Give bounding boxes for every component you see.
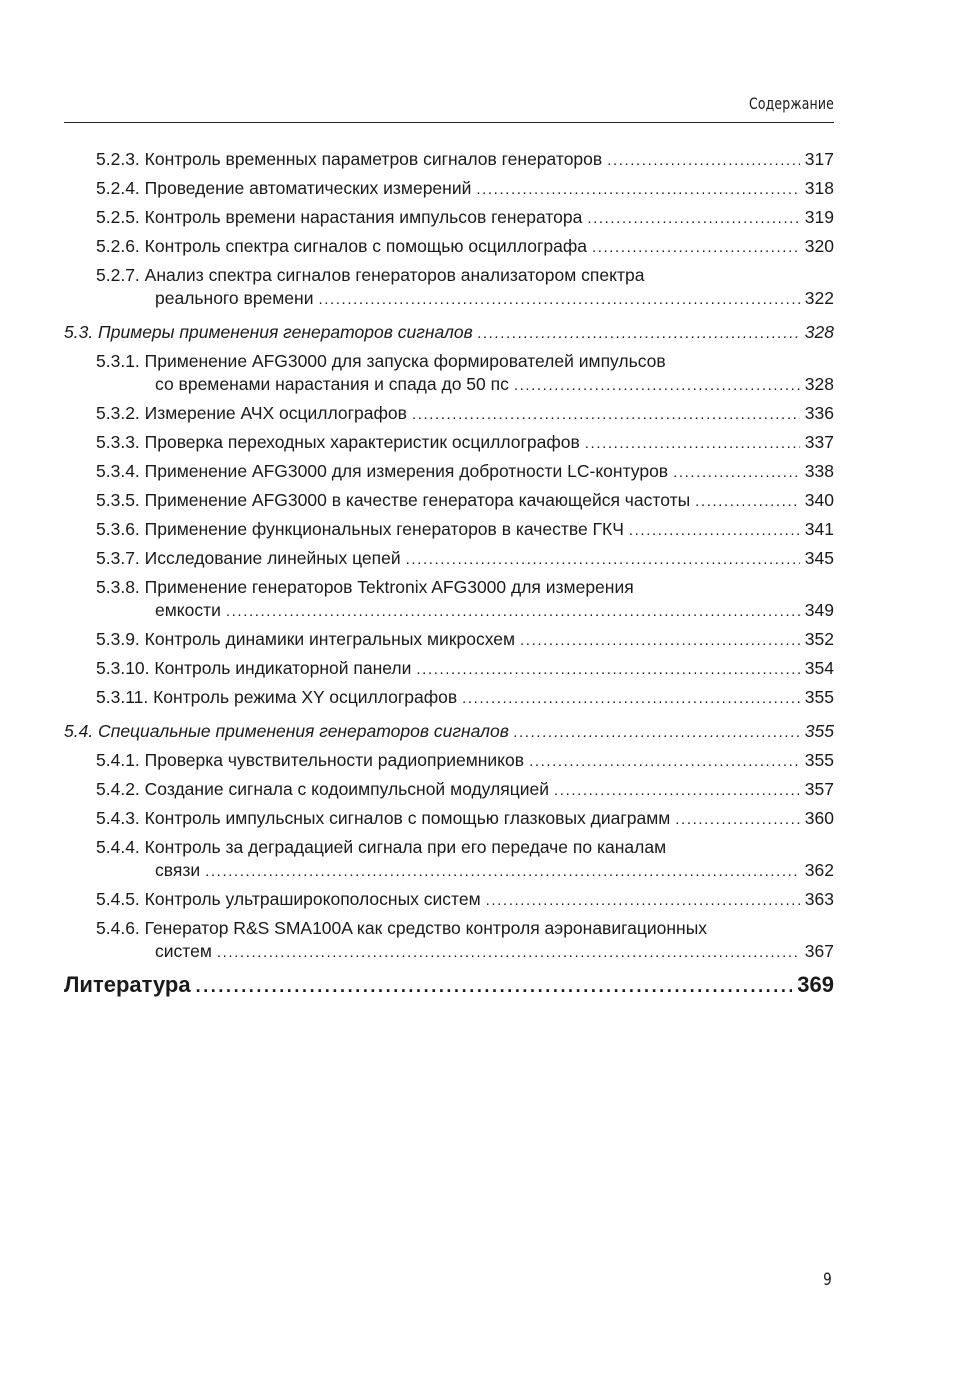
toc-page-number: 354 (804, 658, 834, 678)
toc-entry-title: 5.3.9. Контроль динамики интегральных микросхем (96, 629, 516, 649)
toc-entry-title: 5.3.4. Применение AFG3000 для измерения добротности LC-контуров (96, 461, 669, 481)
toc-subsection[interactable] (64, 657, 834, 681)
toc-page-number: 355 (804, 750, 834, 770)
toc-page-number: 355 (804, 687, 834, 707)
toc-subsection[interactable] (64, 686, 834, 710)
toc-subsection[interactable] (64, 177, 834, 201)
toc-entry-title: 5.4. Специальные применения генераторов сигналов (64, 721, 509, 741)
toc-entry-title: 5.3. Примеры применения генераторов сигналов (64, 322, 473, 342)
toc-subsection[interactable] (64, 807, 834, 831)
toc-entry-line (96, 859, 834, 883)
toc-subsection[interactable] (64, 431, 834, 455)
toc-entry-title: 5.3.2. Измерение АЧХ осциллографов (96, 403, 407, 423)
toc-subsection[interactable] (64, 576, 834, 623)
dot-leader (607, 149, 800, 172)
toc-page-number: 320 (804, 236, 834, 256)
dot-leader (554, 779, 800, 802)
dot-leader (217, 941, 800, 964)
toc-entry-title-line: 5.2.7. Анализ спектра сигналов генераторов анализатором спектра (96, 265, 645, 285)
dot-leader (226, 600, 800, 623)
dot-leader (412, 403, 800, 426)
toc-page-number: 328 (804, 374, 834, 394)
toc-entry-title: 5.4.2. Создание сигнала с кодоимпульсной модуляцией (96, 779, 550, 799)
dot-leader (675, 808, 800, 831)
dot-leader (478, 322, 800, 345)
toc-subsection[interactable] (64, 547, 834, 571)
toc-page-number: 362 (804, 860, 834, 880)
toc-page-number: 328 (804, 322, 834, 342)
toc-entry-line (96, 206, 834, 230)
toc-entry-title: 5.2.6. Контроль спектра сигналов с помощью осциллографа (96, 236, 587, 256)
toc-page-number: 355 (804, 721, 834, 741)
toc-subsection[interactable] (64, 460, 834, 484)
toc-subsection[interactable] (64, 148, 834, 172)
toc-entry-line (96, 402, 834, 426)
toc-subsection[interactable] (64, 206, 834, 230)
toc-entry-title: 5.4.5. Контроль ультраширокополосных систем (96, 889, 481, 909)
toc-entry-title: 5.2.3. Контроль временных параметров сигналов генераторов (96, 149, 603, 169)
toc-page-number: 322 (804, 288, 834, 308)
toc-entry-title-line: 5.4.4. Контроль за деградацией сигнала при его передаче по каналам (96, 837, 667, 857)
dot-leader (585, 432, 800, 455)
toc-entry-line (96, 686, 834, 710)
toc-entry-title-line: 5.3.1. Применение AFG3000 для запуска формирователей импульсов (96, 351, 666, 371)
toc-page-number: 357 (804, 779, 834, 799)
dot-leader (406, 548, 800, 571)
dot-leader (629, 519, 800, 542)
dot-leader (318, 288, 799, 311)
toc-entry-title: со временами нарастания и спада до 50 пс (155, 374, 509, 394)
toc-entry-line (96, 778, 834, 802)
toc-subsection[interactable] (64, 235, 834, 259)
toc-subsection[interactable] (64, 628, 834, 652)
dot-leader (462, 687, 800, 710)
toc-entry-title: 5.4.3. Контроль импульсных сигналов с помощью глазковых диаграмм (96, 808, 671, 828)
toc-entry-title: Литература (64, 972, 191, 997)
toc-page-number: 338 (804, 461, 834, 481)
dot-leader (416, 658, 799, 681)
toc-entry-line (96, 460, 834, 484)
toc-entry-title: 5.3.10. Контроль индикаторной панели (96, 658, 412, 678)
dot-leader (673, 461, 800, 484)
toc-entry-title: 5.3.5. Применение AFG3000 в качестве генератора качающейся частоты (96, 490, 691, 510)
toc-entry-line (96, 148, 834, 172)
toc-page-number: 352 (804, 629, 834, 649)
toc-entry-title: 5.3.11. Контроль режима XY осциллографов (96, 687, 458, 707)
toc-subsection[interactable] (64, 778, 834, 802)
toc-entry-title: 5.3.3. Проверка переходных характеристик осциллографов (96, 432, 580, 452)
dot-leader (196, 972, 793, 1000)
toc-subsection[interactable] (64, 518, 834, 542)
toc-section[interactable] (64, 720, 834, 744)
toc-entry-line (64, 971, 834, 1000)
running-head: Содержание (749, 94, 834, 113)
toc-page-number: 319 (804, 207, 834, 227)
toc-subsection[interactable] (64, 888, 834, 912)
toc-entry-line (96, 431, 834, 455)
header-rule (64, 122, 834, 123)
toc-page-number: 336 (804, 403, 834, 423)
toc-entry-line (96, 628, 834, 652)
toc-subsection[interactable] (64, 489, 834, 513)
toc-page-number: 345 (804, 548, 834, 568)
toc-entry-line (96, 489, 834, 513)
dot-leader (486, 889, 800, 912)
toc-page-number: 340 (804, 490, 834, 510)
toc-section[interactable] (64, 321, 834, 345)
toc-page-number: 318 (804, 178, 834, 198)
toc-chapter[interactable] (64, 971, 834, 1000)
dot-leader (514, 374, 800, 397)
toc-entry-title: систем (155, 941, 212, 961)
table-of-contents (64, 143, 834, 1000)
toc-entry-line (96, 235, 834, 259)
toc-entry-line (96, 373, 834, 397)
toc-page-number: 367 (804, 941, 834, 961)
toc-entry-title: 5.3.7. Исследование линейных цепей (96, 548, 401, 568)
toc-page-number: 369 (797, 972, 834, 997)
toc-subsection[interactable] (64, 917, 834, 964)
toc-entry-line (96, 940, 834, 964)
toc-entry-title: 5.3.6. Применение функциональных генераторов в качестве ГКЧ (96, 519, 624, 539)
dot-leader (476, 178, 799, 201)
toc-entry-line (64, 720, 834, 744)
toc-page-number: 341 (804, 519, 834, 539)
toc-entry-line (96, 807, 834, 831)
toc-page-number: 363 (804, 889, 834, 909)
dot-leader (520, 629, 800, 652)
toc-entry-title: емкости (155, 600, 221, 620)
toc-entry-title: связи (155, 860, 201, 880)
dot-leader (529, 750, 800, 773)
toc-entry-line (64, 321, 834, 345)
toc-entry-line (96, 177, 834, 201)
toc-entry-title: реального времени (155, 288, 314, 308)
dot-leader (587, 207, 799, 230)
toc-subsection[interactable] (64, 749, 834, 773)
dot-leader (592, 236, 800, 259)
toc-entry-line (96, 599, 834, 623)
dot-leader (514, 721, 800, 744)
toc-entry-line (96, 518, 834, 542)
toc-entry-line (96, 287, 834, 311)
toc-page-number: 317 (804, 149, 834, 169)
toc-entry-title: 5.2.4. Проведение автоматических измерений (96, 178, 472, 198)
toc-entry-title: 5.4.1. Проверка чувствительности радиоприемников (96, 750, 525, 770)
dot-leader (695, 490, 800, 513)
page-number: 9 (823, 1270, 832, 1290)
toc-entry-line (96, 749, 834, 773)
toc-subsection[interactable] (64, 836, 834, 883)
toc-page-number: 349 (804, 600, 834, 620)
toc-subsection[interactable] (64, 350, 834, 397)
toc-entry-title-line: 5.3.8. Применение генераторов Tektronix AFG3000 для измерения (96, 577, 634, 597)
toc-entry-line (96, 657, 834, 681)
toc-subsection[interactable] (64, 264, 834, 311)
toc-entry-title: 5.2.5. Контроль времени нарастания импульсов генератора (96, 207, 583, 227)
toc-entry-line (96, 888, 834, 912)
dot-leader (205, 860, 800, 883)
toc-subsection[interactable] (64, 402, 834, 426)
toc-page-number: 360 (804, 808, 834, 828)
toc-entry-title-line: 5.4.6. Генератор R&S SMA100A как средство контроля аэронавигационных (96, 918, 708, 938)
toc-page-number: 337 (804, 432, 834, 452)
toc-entry-line (96, 547, 834, 571)
